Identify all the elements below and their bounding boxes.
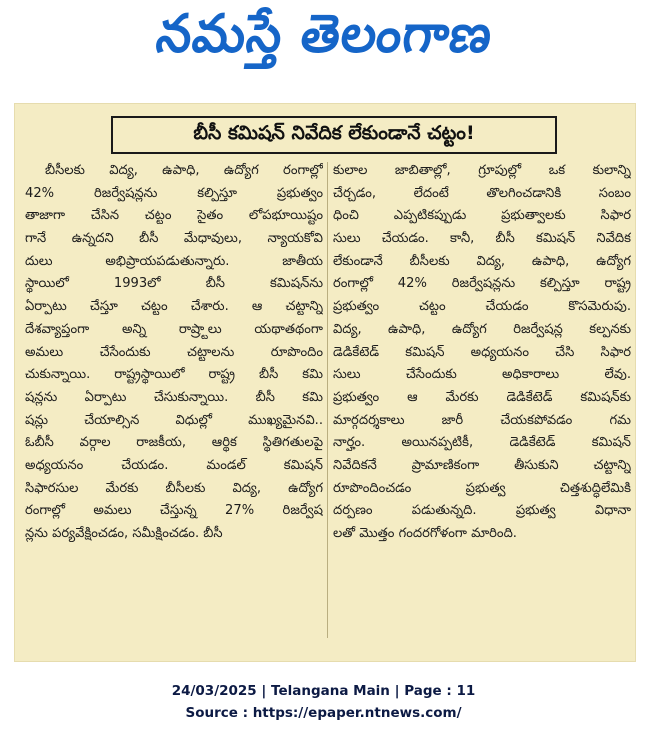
article-line: ప్రభుత్వం చట్టం చేయడం కొసమెరుపు. bbox=[333, 299, 631, 315]
article-line: నార్హం. అయినప్పటికీ, డెడికేటెడ్ కమిషన్ bbox=[333, 435, 631, 451]
article-line: న్లను పర్యవేక్షించడం, సమీక్షించడం. బీసీ bbox=[25, 526, 223, 541]
article-line: 42% రిజర్వేషన్లను కల్పిస్తూ ప్రభుత్వం bbox=[25, 185, 323, 201]
article-line: రంగాల్లో 42% రిజర్వేషన్లను కల్పిస్తూ రాష్ట్ర bbox=[333, 276, 631, 292]
article-line: తాజాగా చేసిన చట్టం సైతం లోపభూయిష్టం bbox=[25, 208, 323, 224]
article-line: చేర్చడం, లేదంటే తొలగించడానికి సంబం bbox=[333, 185, 631, 201]
article-line: మార్గదర్శకాలు జారీ చేయకపోవడం గమ bbox=[333, 412, 631, 428]
article-line: సులు చేసేందుకు అధికారాలు లేవు. bbox=[333, 367, 631, 383]
article-line: రంగాల్లో అమలు చేస్తున్న 27% రిజర్వేష bbox=[25, 503, 323, 519]
article-column-right bbox=[333, 160, 631, 546]
article-line: రూపొందించడం ప్రభుత్వ చిత్తశుద్ధిలేమికి bbox=[333, 480, 631, 496]
article-line: షన్లను ఏర్పాటు చేసుకున్నాయి. బీసీ కమి bbox=[25, 389, 323, 405]
newspaper-logo: నమస్తే తెలంగాణ bbox=[152, 2, 497, 64]
article-line: సిఫారసుల మేరకు బీసీలకు విద్య, ఉద్యోగ bbox=[25, 480, 323, 496]
article-line: సులు చేయడం. కానీ, బీసీ కమిషన్ నివేదిక bbox=[333, 231, 631, 247]
article-line: చుకున్నాయి. రాష్ట్రస్థాయిలో రాష్ట్ర బీసీ కమి bbox=[25, 367, 323, 383]
masthead bbox=[0, 0, 647, 80]
article-line: దులు అభిప్రాయపడుతున్నారు. జాతీయ bbox=[25, 253, 323, 269]
article-line: విద్య, ఉపాధి, ఉద్యోగ రిజర్వేషన్ల కల్పనకు bbox=[333, 321, 631, 337]
article-line: ఏర్పాటు చేస్తూ చట్టం చేశారు. ఆ చట్టాన్ని bbox=[25, 299, 323, 315]
article-line: స్థాయిలో 1993లో బీసీ కమిషన్‌ను bbox=[25, 276, 323, 292]
article-line: ఓబీసీ వర్గాల రాజకీయ, ఆర్థిక స్థితిగతులపై bbox=[25, 435, 323, 451]
article-line: బీసీలకు విద్య, ఉపాధి, ఉద్యోగ రంగాల్లో bbox=[45, 163, 323, 178]
article-column-left bbox=[25, 160, 323, 546]
article-line: డెడికేటెడ్ కమిషన్ అధ్యయనం చేసి సిఫార bbox=[333, 344, 631, 360]
article-line: ప్రభుత్వం ఆ మేరకు డెడికేటెడ్ కమిషన్‌కు bbox=[333, 389, 631, 405]
footer-date-edition: 24/03/2025 | Telangana Main | Page : 11 bbox=[171, 683, 476, 699]
article-line: లేకుండానే బీసీలకు విద్య, ఉపాధి, ఉద్యోగ bbox=[333, 253, 631, 269]
footer-source: Source : https://epaper.ntnews.com/ bbox=[185, 705, 462, 721]
article-line: ధించి ఎప్పటికప్పుడు ప్రభుత్వాలకు సిఫార bbox=[333, 208, 631, 224]
column-divider bbox=[327, 162, 328, 638]
article-line: అధ్యయనం చేయడం. మండల్ కమిషన్ bbox=[25, 457, 323, 473]
article-headline: బీసీ కమిషన్ నివేదిక లేకుండానే చట్టం! bbox=[111, 116, 557, 154]
article-line: దర్పణం పడుతున్నది. ప్రభుత్వ విధానా bbox=[333, 503, 631, 519]
article-line: దేశవ్యాప్తంగా అన్ని రాష్ర్టాలు యథాతథంగా bbox=[25, 321, 323, 337]
article-line: గానే ఉన్నదని బీసీ మేధావులు, న్యాయకోవి bbox=[25, 231, 323, 247]
article-line: కులాల జాబితాల్లో, గ్రూపుల్లో ఒక కులాన్ని bbox=[333, 163, 631, 178]
article-clipping bbox=[14, 103, 636, 662]
article-line: లతో మొత్తం గందరగోళంగా మారింది. bbox=[333, 526, 517, 541]
article-line: నివేదికనే ప్రామాణికంగా తీసుకుని చట్టాన్ని bbox=[333, 457, 631, 473]
article-line: అమలు చేసేందుకు చట్టాలను రూపొందిం bbox=[25, 344, 323, 360]
article-line: షన్లు చేయాల్సిన విధుల్లో ముఖ్యమైనవి.. bbox=[25, 412, 323, 428]
